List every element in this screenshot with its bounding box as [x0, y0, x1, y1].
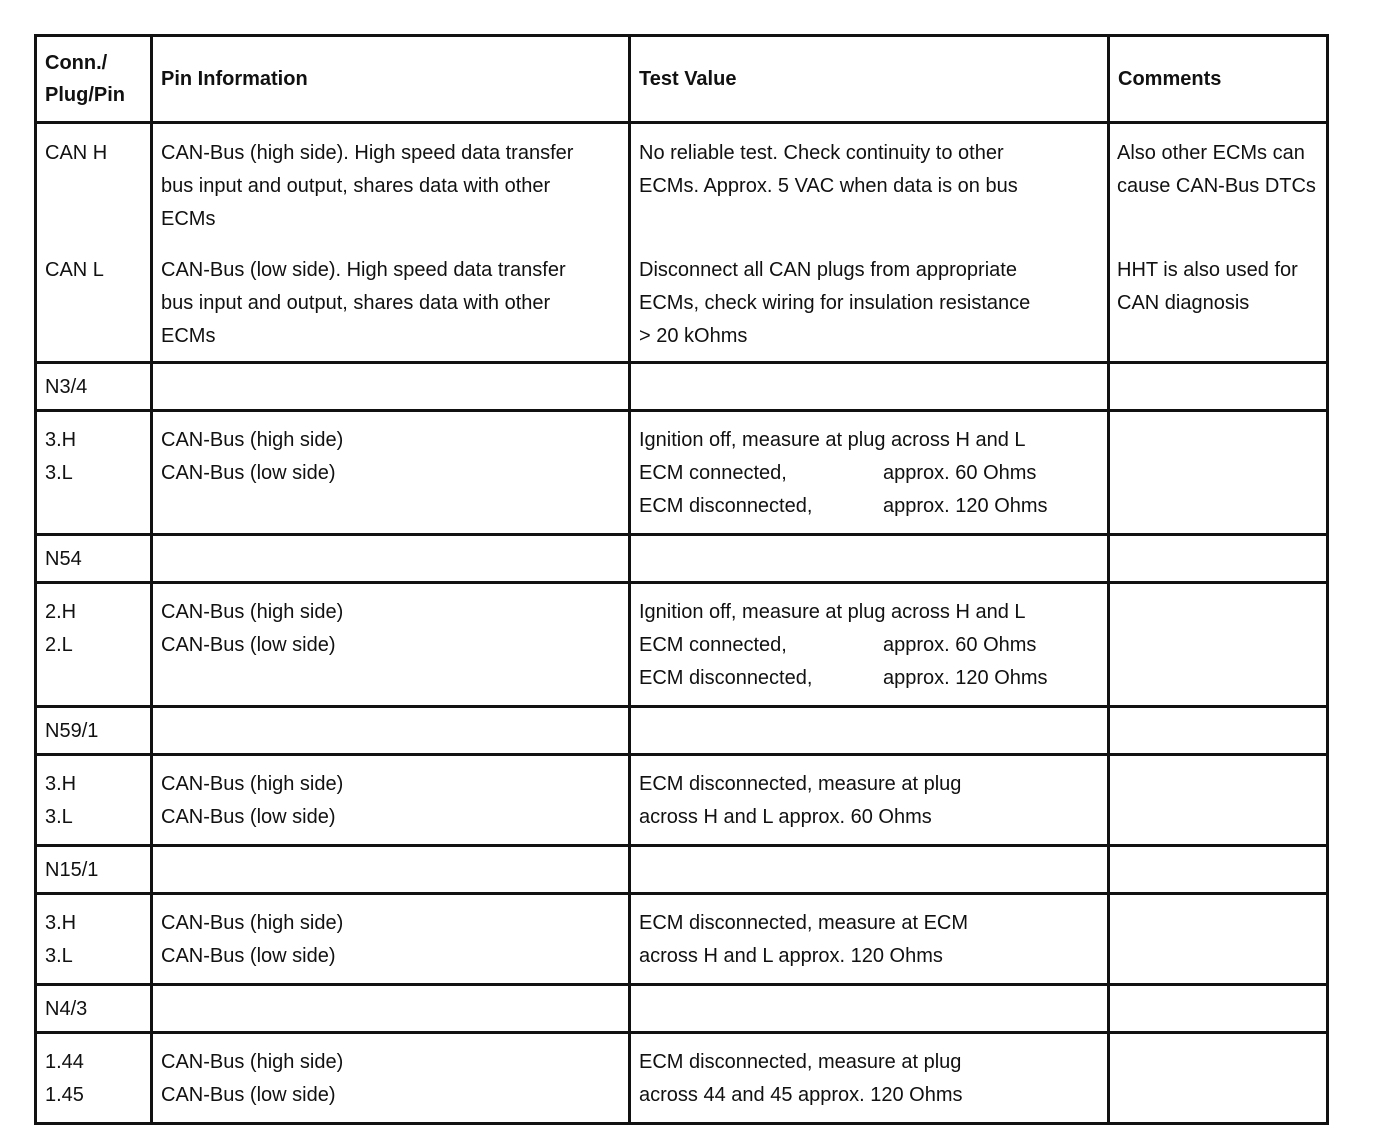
pin-info-line: CAN-Bus (high side) [161, 912, 344, 934]
can-h-test-line: No reliable test. Check continuity to other [639, 142, 1004, 164]
pin-info [152, 755, 630, 846]
can-h-info-line: CAN-Bus (high side). High speed data transfer [161, 142, 574, 164]
pin-info-line: CAN-Bus (low side) [161, 462, 336, 484]
pin-info-line: CAN-Bus (high side) [161, 429, 344, 451]
header-conn-plug-pin [36, 36, 152, 123]
comment-line: cause CAN-Bus DTCs [1117, 175, 1316, 197]
test-reading: approx. 120 Ohms [883, 667, 1048, 689]
pin-id: 3.L [45, 945, 73, 967]
pin-id: 3.H [45, 912, 77, 934]
plug-row [36, 535, 1328, 583]
test-reading: approx. 60 Ohms [883, 462, 1037, 484]
plug-name: N59/1 [36, 707, 152, 755]
test-condition: ECM disconnected, [639, 667, 813, 689]
can-l-test-line: > 20 kOhms [639, 325, 748, 347]
plug-name: N54 [36, 535, 152, 583]
can-l-info-line: ECMs [161, 325, 216, 347]
can-h-info-line: ECMs [161, 208, 216, 230]
test-line: ECM disconnected, measure at plug [639, 1051, 962, 1073]
header-pin-information: Pin Information [152, 36, 630, 123]
pin-info-line: CAN-Bus (low side) [161, 806, 336, 828]
pin-ids [36, 894, 152, 985]
test-condition: ECM connected, [639, 634, 787, 656]
header-comments: Comments [1109, 36, 1328, 123]
test-condition: ECM connected, [639, 462, 787, 484]
pin-id: 3.L [45, 462, 73, 484]
plug-row [36, 985, 1328, 1033]
plug-row [36, 707, 1328, 755]
test-line: across 44 and 45 approx. 120 Ohms [639, 1084, 963, 1106]
can-h-info-line: bus input and output, shares data with other [161, 175, 551, 197]
pin-info [152, 583, 630, 707]
can-h-test-line: ECMs. Approx. 5 VAC when data is on bus [639, 175, 1018, 197]
can-l-info-line: bus input and output, shares data with other [161, 292, 551, 314]
pin-info-line: CAN-Bus (high side) [161, 601, 344, 623]
test-intro: Ignition off, measure at plug across H and L [639, 429, 1026, 451]
comment-line: Also other ECMs can [1117, 142, 1305, 164]
pin-ids [36, 583, 152, 707]
test-line: across H and L approx. 120 Ohms [639, 945, 943, 967]
plug-row [36, 846, 1328, 894]
test-line: across H and L approx. 60 Ohms [639, 806, 932, 828]
pin-ids [36, 411, 152, 535]
pin-id: 2.H [45, 601, 77, 623]
test-line: ECM disconnected, measure at plug [639, 773, 962, 795]
pins-row [36, 894, 1328, 985]
pin-info-line: CAN-Bus (low side) [161, 945, 336, 967]
test-reading: approx. 60 Ohms [883, 634, 1037, 656]
test-line: ECM disconnected, measure at ECM [639, 912, 969, 934]
can-l-test-line: ECMs, check wiring for insulation resistance [639, 292, 1031, 314]
pins-row [36, 411, 1328, 535]
cell-test-value [630, 123, 1109, 363]
pin-info [152, 411, 630, 535]
comment-line: HHT is also used for [1117, 259, 1298, 281]
pins-row [36, 755, 1328, 846]
header-conn-line1: Conn./ [45, 52, 108, 74]
pins-row [36, 583, 1328, 707]
can-h-label: CAN H [45, 142, 108, 164]
can-bus-test-table [34, 34, 1329, 1125]
plug-name: N4/3 [36, 985, 152, 1033]
pin-comments [1109, 894, 1328, 985]
plug-row [36, 363, 1328, 411]
can-l-info-line: CAN-Bus (low side). High speed data transfer [161, 259, 566, 281]
plug-name: N3/4 [36, 363, 152, 411]
pin-id: 3.H [45, 429, 77, 451]
pin-id: 1.45 [45, 1084, 84, 1106]
pin-info-line: CAN-Bus (high side) [161, 1051, 344, 1073]
table-header-row [36, 36, 1328, 123]
pin-test-value [630, 583, 1109, 707]
pin-comments [1109, 411, 1328, 535]
pin-test-value [630, 755, 1109, 846]
pin-id: 3.H [45, 773, 77, 795]
header-conn-line2: Plug/Pin [45, 84, 125, 106]
header-test-value: Test Value [630, 36, 1109, 123]
can-l-test-line: Disconnect all CAN plugs from appropriate [639, 259, 1017, 281]
pin-test-value [630, 411, 1109, 535]
can-l-label: CAN L [45, 259, 104, 281]
cell-comments [1109, 123, 1328, 363]
cell-conn [36, 123, 152, 363]
table-row-can [36, 123, 1328, 363]
pin-info [152, 894, 630, 985]
test-reading: approx. 120 Ohms [883, 495, 1048, 517]
pin-test-value [630, 894, 1109, 985]
plug-name: N15/1 [36, 846, 152, 894]
pin-info-line: CAN-Bus (low side) [161, 634, 336, 656]
pin-id: 1.44 [45, 1051, 84, 1073]
pin-id: 2.L [45, 634, 73, 656]
pin-ids [36, 755, 152, 846]
test-intro: Ignition off, measure at plug across H and L [639, 601, 1026, 623]
cell-pin-info [152, 123, 630, 363]
pin-info-line: CAN-Bus (high side) [161, 773, 344, 795]
comment-line: CAN diagnosis [1117, 292, 1250, 314]
pin-comments [1109, 755, 1328, 846]
test-condition: ECM disconnected, [639, 495, 813, 517]
pin-info-line: CAN-Bus (low side) [161, 1084, 336, 1106]
pin-comments [1109, 583, 1328, 707]
pin-id: 3.L [45, 806, 73, 828]
